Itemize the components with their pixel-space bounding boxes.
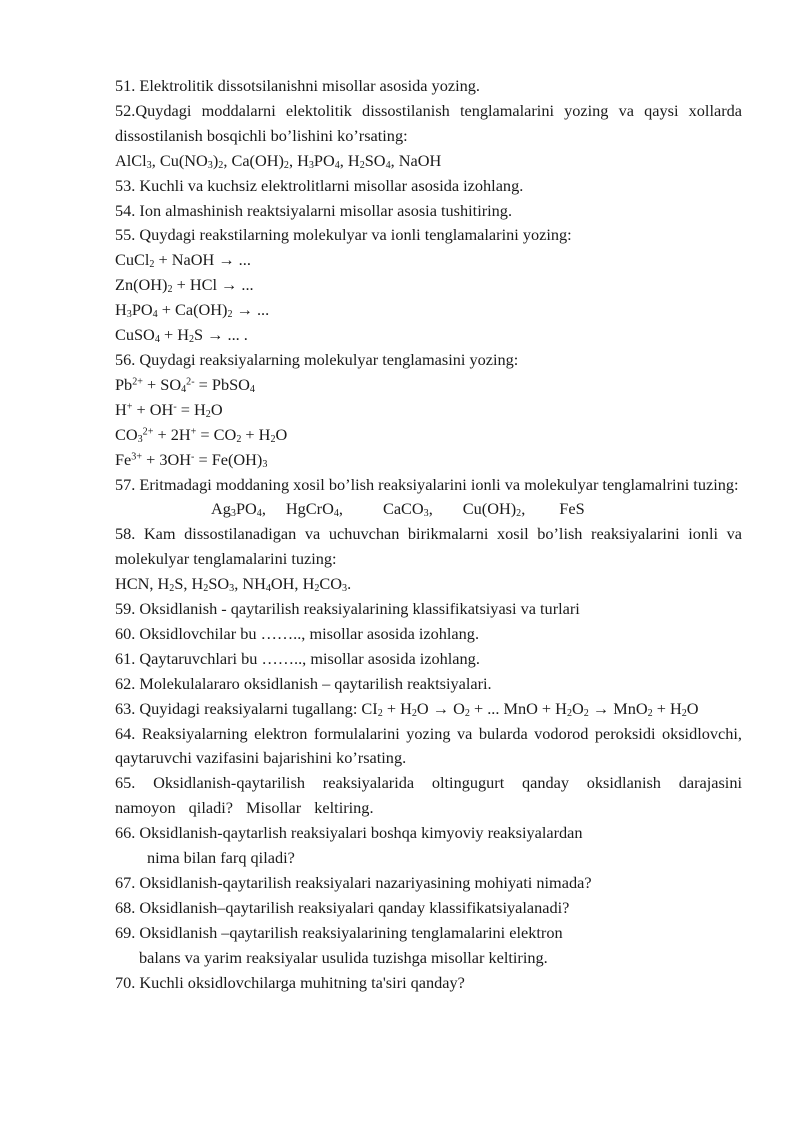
question-66-continued: nima bilan farq qiladi? xyxy=(147,848,295,868)
question-54: 54. Ion almashinish reaktsiyalarni misollar asosia tushitiring. xyxy=(115,200,513,220)
reaction-55-1: CuCl$_2$ + NaOH → ... xyxy=(115,250,251,271)
question-67: 67. Oksidlanish-qaytarilish reaksiyalari nazariyasining mohiyati nimada? xyxy=(115,873,592,892)
question-58: 58. Kam dissostilanadigan va uchuvchan birikmalarni xosil bo’lish reaksiyalarini ionli va molekulyar tenglamalarini tuzing: xyxy=(115,524,742,569)
reaction-56-2: $H^+ + OH^- = H_2O$ xyxy=(115,399,223,420)
reaction-55-2: $Zn(OH)_2$ + HCl → ... xyxy=(115,275,254,296)
question-69-continued: balans va yarim reaksiyalar usulida tuzishga misollar keltiring. xyxy=(139,947,548,967)
question-58-formulas: HCN, $H_2S$, $H_2SO_3$, $NH_4OH$, $H_2CO_3$. xyxy=(115,574,352,594)
reaction-56-3: $CO_3^{2+} + 2H^+ = CO_2 + H_2O$ xyxy=(115,424,288,445)
question-56: 56. Quydagi reaksiyalarning molekulyar tenglamasini yozing: xyxy=(115,349,519,369)
question-61: 61. Qaytaruvchlari bu …….., misollar asosida izohlang. xyxy=(115,648,480,668)
question-65: 65. Oksidlanish-qaytarilish reaksiyalarida oltingugurt qanday oksidlanish darajasini namoyon qiladi? Misollar keltiring. xyxy=(115,773,742,818)
question-52-formulas: AlCl$_3$, $Cu(NO_3)_2$, $Ca(OH)_2$, $H_3PO_4$, $H_2SO_4$, NaOH xyxy=(115,150,442,171)
question-63: 63. Quyidagi reaksiyalarni tugallang: $CI_2 + H_2O \to O_2$ + ... MnO + $H_2O_2 \to MnO_2 + H_2O$ xyxy=(115,698,699,719)
question-64: 64. Reaksiyalarning elektron formulalarini yozing va bularda vodorod peroksidi oksidlovchi, qaytaruvchi vazifasini bajarishini ko’rsating. xyxy=(115,723,742,768)
question-51: 51. Elektrolitik dissotsilanishni misollar asosida yozing. xyxy=(115,76,480,95)
question-57-salts: $Ag_3PO_4$, HgCrO$_4$, CaCO$_3$, $Cu(OH)_2$, FeS xyxy=(211,499,585,520)
question-68: 68. Oksidlanish–qaytarilish reaksiyalari qanday klassifikatsiyalanadi? xyxy=(115,897,570,917)
reaction-56-1: $Pb^{2+} + SO_4^{2-}$ = PbSO$_4$ xyxy=(115,374,255,395)
question-52: 52.Quydagi moddalarni elektolitik dissostilanish tenglamalarini yozing va qaysi xollarda dissostilanish bosqichli bo’lishini ko’rsating: xyxy=(115,100,742,145)
question-53: 53. Kuchli va kuchsiz elektrolitlarni misollar asosida izohlang. xyxy=(115,175,524,195)
question-60: 60. Oksidlovchilar bu …….., misollar asosida izohlang. xyxy=(115,623,480,643)
question-57: 57. Eritmadagi moddaning xosil bo’lish reaksiyalarini ionli va molekulyar tenglamalrini tuzing: xyxy=(115,474,739,494)
reaction-56-4: $Fe^{3+} + 3OH^- = Fe(OH)_3$ xyxy=(115,449,268,470)
question-69: 69. Oksidlanish –qaytarilish reaksiyalarining tenglamalarini elektron xyxy=(115,922,563,942)
question-66: 66. Oksidlanish-qaytarlish reaksiyalari boshqa kimyoviy reaksiyalardan xyxy=(115,823,583,843)
question-55: 55. Quydagi reakstilarning molekulyar va ionli tenglamalarini yozing: xyxy=(115,225,572,245)
reaction-55-3: $H_3PO_4 + Ca(OH)_2$ → ... xyxy=(115,300,270,320)
document-page xyxy=(115,74,742,996)
question-70: 70. Kuchli oksidlovchilarga muhitning ta'siri qanday? xyxy=(115,972,465,992)
question-59: 59. Oksidlanish - qaytarilish reaksiyalarining klassifikatsiyasi va turlari xyxy=(115,599,580,619)
question-62: 62. Molekulalararo oksidlanish – qaytarilish reaktsiyalari. xyxy=(115,673,492,693)
reaction-55-4: CuSO$_4$ + $H_2S$ → ... . xyxy=(115,325,248,345)
